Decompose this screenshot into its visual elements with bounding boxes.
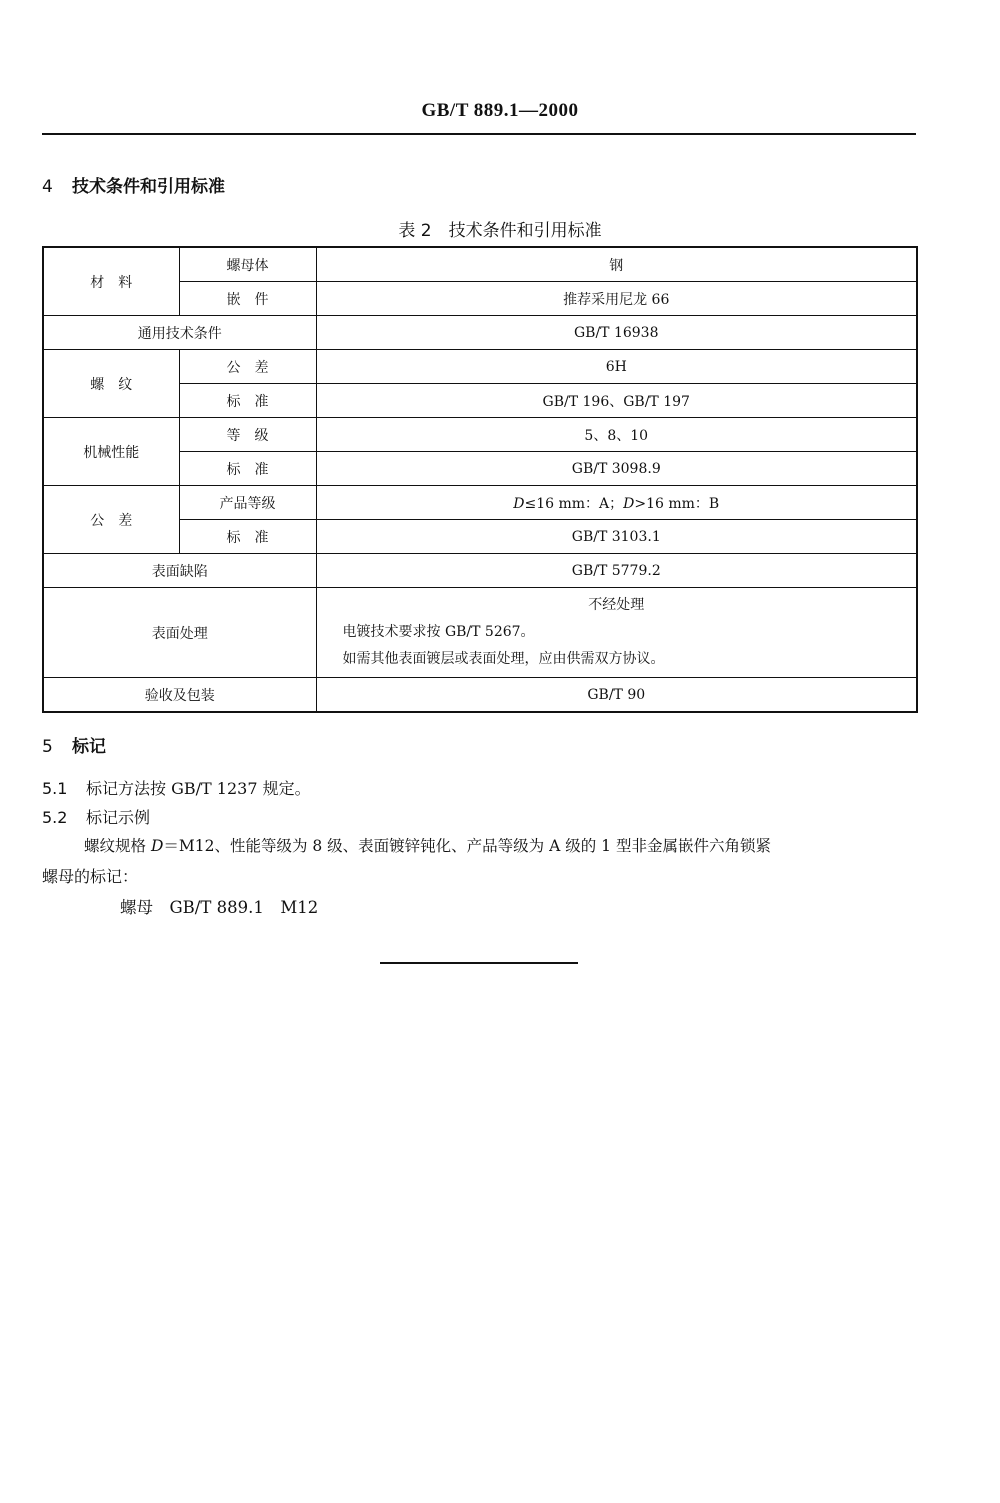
mechanical-grade-label: 等 级 [179,418,316,452]
mechanical-standard-value: GB/T 3098.9 [316,452,917,486]
surface-treatment-line-1: 不经处理 [588,597,645,613]
product-grade-part-2: >16 mm：B [634,495,720,512]
table-row [43,678,917,713]
section-4-heading [42,172,225,197]
marking-designation: 螺母 GB/T 889.1 M12 [120,898,319,917]
tolerance-standard-label: 标 准 [179,520,316,554]
marking-example-line-1 [84,834,916,856]
standard-number-header: GB/T 889.1—2000 [421,100,579,121]
table-caption: 表 2 技术条件和引用标准 [398,221,602,241]
section-4-title: 技术条件和引用标准 [72,177,225,197]
general-label: 通用技术条件 [43,316,316,350]
insert-value: 推荐采用尼龙 66 [316,282,917,316]
surface-treatment-line-3: 如需其他表面镀层或表面处理，应由供需双方协议。 [342,651,665,667]
section-4-number: 4 [42,177,53,197]
thread-label: 螺 纹 [43,350,179,418]
technical-requirements-table [42,246,918,713]
product-grade-value [316,486,917,520]
mechanical-standard-label: 标 准 [179,452,316,486]
table-row [43,486,917,520]
nut-body-value: 钢 [316,247,917,282]
tolerance-standard-value: GB/T 3103.1 [316,520,917,554]
table-row [43,316,917,350]
d-symbol: D [623,495,635,512]
clause-5-1 [42,776,311,799]
thread-standard-value: GB/T 196、GB/T 197 [316,384,917,418]
end-of-document-rule [380,962,578,964]
insert-label: 嵌 件 [179,282,316,316]
clause-5-2-text: 标记示例 [86,808,151,827]
header-rule [42,133,916,135]
tolerance-label: 公 差 [43,486,179,554]
surface-defects-label: 表面缺陷 [43,554,316,588]
surface-treatment-value [316,588,917,678]
table-row [43,588,917,678]
example-text-pre: 螺纹规格 [84,837,151,855]
product-grade-part-1: ≤16 mm：A； [524,495,624,512]
table-row [43,554,917,588]
clause-5-1-number: 5.1 [42,779,68,798]
table-row [43,350,917,384]
section-5-heading [42,732,106,757]
clause-5-2 [42,805,150,828]
surface-treatment-line-2: 电镀技术要求按 GB/T 5267。 [342,624,535,640]
section-5-number: 5 [42,737,53,757]
clause-5-2-number: 5.2 [42,808,68,827]
marking-example-line-2: 螺母的标记： [42,867,139,886]
surface-treatment-label: 表面处理 [43,588,316,678]
thread-tolerance-value: 6H [316,350,917,384]
thread-tolerance-label: 公 差 [179,350,316,384]
mechanical-label: 机械性能 [43,418,179,486]
thread-standard-label: 标 准 [179,384,316,418]
acceptance-label: 验收及包装 [43,678,316,713]
material-label: 材 料 [43,247,179,316]
surface-defects-value: GB/T 5779.2 [316,554,917,588]
acceptance-value: GB/T 90 [316,678,917,713]
table-row [43,247,917,282]
clause-5-1-text: 标记方法按 GB/T 1237 规定。 [86,779,311,798]
product-grade-label: 产品等级 [179,486,316,520]
general-value: GB/T 16938 [316,316,917,350]
example-d-symbol: D [150,837,164,855]
section-5-title: 标记 [72,737,106,757]
example-text-post: ＝M12、性能等级为 8 级、表面镀锌钝化、产品等级为 A 级的 1 型非金属嵌件六角锁紧 [163,837,771,855]
d-symbol: D [513,495,525,512]
nut-body-label: 螺母体 [179,247,316,282]
mechanical-grade-value: 5、8、10 [316,418,917,452]
table-row [43,418,917,452]
